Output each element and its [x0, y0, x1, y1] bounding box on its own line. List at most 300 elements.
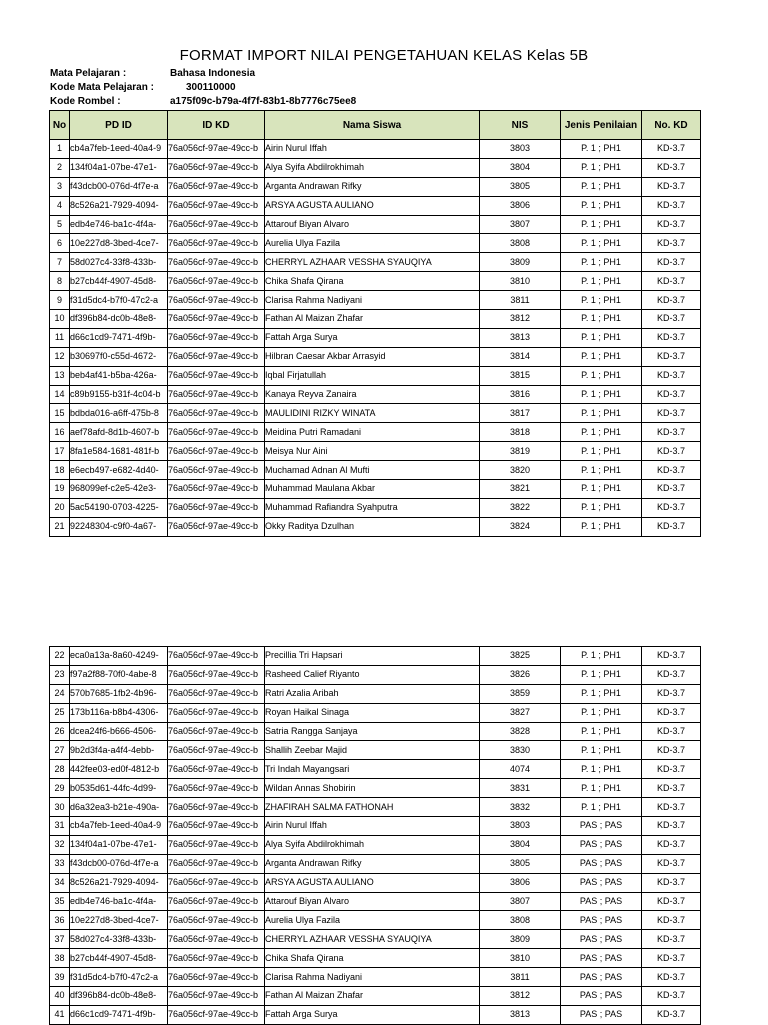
table-row	[50, 987, 701, 1006]
cell-no-kd: KD-3.7	[642, 480, 701, 499]
cell-pd-id: d66c1cd9-7471-4f9b-	[70, 328, 168, 347]
cell-nama-siswa: Rasheed Calief Riyanto	[265, 665, 480, 684]
cell-nis: 3825	[480, 647, 561, 666]
col-header-no-kd: No. KD	[642, 111, 701, 140]
cell-no-kd: KD-3.7	[642, 798, 701, 817]
cell-nis: 3824	[480, 517, 561, 536]
cell-no: 4	[50, 196, 70, 215]
cell-nis: 3809	[480, 930, 561, 949]
cell-no: 3	[50, 177, 70, 196]
cell-nama-siswa: Fathan Al Maizan Zhafar	[265, 987, 480, 1006]
cell-pd-id: 9b2d3f4a-a4f4-4ebb-	[70, 741, 168, 760]
table-row	[50, 722, 701, 741]
cell-pd-id: b27cb44f-4907-45d8-	[70, 272, 168, 291]
cell-no-kd: KD-3.7	[642, 517, 701, 536]
cell-id-kd: 76a056cf-97ae-49cc-b	[168, 310, 265, 329]
cell-pd-id: 968099ef-c2e5-42e3-	[70, 480, 168, 499]
cell-no: 29	[50, 779, 70, 798]
cell-nis: 3818	[480, 423, 561, 442]
cell-jenis-penilaian: P. 1 ; PH1	[561, 741, 642, 760]
meta-label: Mata Pelajaran :	[50, 68, 127, 79]
table-row	[50, 741, 701, 760]
cell-jenis-penilaian: P. 1 ; PH1	[561, 385, 642, 404]
cell-jenis-penilaian: P. 1 ; PH1	[561, 703, 642, 722]
cell-no-kd: KD-3.7	[642, 817, 701, 836]
cell-jenis-penilaian: P. 1 ; PH1	[561, 140, 642, 159]
table-row	[50, 196, 701, 215]
cell-id-kd: 76a056cf-97ae-49cc-b	[168, 347, 265, 366]
table-row	[50, 684, 701, 703]
cell-nama-siswa: Okky Raditya Dzulhan	[265, 517, 480, 536]
cell-jenis-penilaian: P. 1 ; PH1	[561, 234, 642, 253]
cell-no: 19	[50, 480, 70, 499]
cell-nama-siswa: Ratri Azalia Aribah	[265, 684, 480, 703]
cell-no: 13	[50, 366, 70, 385]
cell-no: 35	[50, 892, 70, 911]
cell-jenis-penilaian: P. 1 ; PH1	[561, 177, 642, 196]
cell-jenis-penilaian: P. 1 ; PH1	[561, 461, 642, 480]
cell-jenis-penilaian: P. 1 ; PH1	[561, 517, 642, 536]
cell-no-kd: KD-3.7	[642, 253, 701, 272]
cell-jenis-penilaian: P. 1 ; PH1	[561, 423, 642, 442]
cell-no: 6	[50, 234, 70, 253]
cell-no-kd: KD-3.7	[642, 423, 701, 442]
cell-nis: 3810	[480, 272, 561, 291]
cell-pd-id: b27cb44f-4907-45d8-	[70, 949, 168, 968]
cell-no: 26	[50, 722, 70, 741]
cell-pd-id: b0535d61-44fc-4d99-	[70, 779, 168, 798]
cell-jenis-penilaian: P. 1 ; PH1	[561, 328, 642, 347]
table-row	[50, 1005, 701, 1024]
cell-nis: 3822	[480, 498, 561, 517]
cell-jenis-penilaian: P. 1 ; PH1	[561, 480, 642, 499]
table-row	[50, 968, 701, 987]
cell-jenis-penilaian: PAS ; PAS	[561, 817, 642, 836]
cell-no: 38	[50, 949, 70, 968]
cell-pd-id: edb4e746-ba1c-4f4a-	[70, 215, 168, 234]
cell-no: 30	[50, 798, 70, 817]
table-row	[50, 647, 701, 666]
cell-no: 39	[50, 968, 70, 987]
cell-no-kd: KD-3.7	[642, 140, 701, 159]
cell-nis: 3821	[480, 480, 561, 499]
cell-no-kd: KD-3.7	[642, 461, 701, 480]
cell-no-kd: KD-3.7	[642, 272, 701, 291]
cell-pd-id: df396b84-dc0b-48e8-	[70, 987, 168, 1006]
cell-nis: 3805	[480, 177, 561, 196]
cell-no: 7	[50, 253, 70, 272]
cell-jenis-penilaian: P. 1 ; PH1	[561, 798, 642, 817]
cell-pd-id: cb4a7feb-1eed-40a4-9	[70, 140, 168, 159]
table-row	[50, 498, 701, 517]
cell-nama-siswa: Satria Rangga Sanjaya	[265, 722, 480, 741]
cell-nis: 3808	[480, 234, 561, 253]
cell-no: 24	[50, 684, 70, 703]
cell-nis: 3819	[480, 442, 561, 461]
cell-pd-id: 5ac54190-0703-4225-	[70, 498, 168, 517]
table-row	[50, 272, 701, 291]
col-header-jenis-penilaian: Jenis Penilaian	[561, 111, 642, 140]
cell-no: 22	[50, 647, 70, 666]
cell-nis: 3820	[480, 461, 561, 480]
cell-no-kd: KD-3.7	[642, 968, 701, 987]
table-row	[50, 442, 701, 461]
cell-jenis-penilaian: P. 1 ; PH1	[561, 760, 642, 779]
cell-no-kd: KD-3.7	[642, 328, 701, 347]
cell-jenis-penilaian: P. 1 ; PH1	[561, 647, 642, 666]
cell-no-kd: KD-3.7	[642, 234, 701, 253]
cell-nis: 3806	[480, 196, 561, 215]
cell-no: 11	[50, 328, 70, 347]
cell-nama-siswa: Arganta Andrawan Rifky	[265, 854, 480, 873]
cell-jenis-penilaian: P. 1 ; PH1	[561, 404, 642, 423]
cell-no: 20	[50, 498, 70, 517]
cell-no-kd: KD-3.7	[642, 892, 701, 911]
table-row	[50, 930, 701, 949]
cell-no-kd: KD-3.7	[642, 310, 701, 329]
cell-jenis-penilaian: PAS ; PAS	[561, 911, 642, 930]
cell-pd-id: edb4e746-ba1c-4f4a-	[70, 892, 168, 911]
table-row	[50, 517, 701, 536]
cell-id-kd: 76a056cf-97ae-49cc-b	[168, 911, 265, 930]
table-row	[50, 760, 701, 779]
cell-nama-siswa: Chika Shafa Qirana	[265, 272, 480, 291]
cell-nama-siswa: CHERRYL AZHAAR VESSHA SYAUQIYA	[265, 930, 480, 949]
page-title: FORMAT IMPORT NILAI PENGETAHUAN KELAS Kelas 5B	[179, 47, 589, 64]
cell-nama-siswa: Royan Haikal Sinaga	[265, 703, 480, 722]
cell-no: 32	[50, 835, 70, 854]
cell-id-kd: 76a056cf-97ae-49cc-b	[168, 968, 265, 987]
cell-no-kd: KD-3.7	[642, 911, 701, 930]
cell-no-kd: KD-3.7	[642, 760, 701, 779]
cell-nama-siswa: CHERRYL AZHAAR VESSHA SYAUQIYA	[265, 253, 480, 272]
cell-nis: 3811	[480, 291, 561, 310]
meta-value: 300110000	[186, 82, 236, 93]
cell-id-kd: 76a056cf-97ae-49cc-b	[168, 892, 265, 911]
cell-nama-siswa: ZHAFIRAH SALMA FATHONAH	[265, 798, 480, 817]
cell-pd-id: b30697f0-c55d-4672-	[70, 347, 168, 366]
cell-id-kd: 76a056cf-97ae-49cc-b	[168, 442, 265, 461]
cell-pd-id: cb4a7feb-1eed-40a4-9	[70, 817, 168, 836]
cell-nama-siswa: Fattah Arga Surya	[265, 328, 480, 347]
cell-jenis-penilaian: PAS ; PAS	[561, 854, 642, 873]
cell-pd-id: 570b7685-1fb2-4b96-	[70, 684, 168, 703]
cell-nis: 3804	[480, 835, 561, 854]
cell-jenis-penilaian: P. 1 ; PH1	[561, 215, 642, 234]
cell-no-kd: KD-3.7	[642, 665, 701, 684]
cell-id-kd: 76a056cf-97ae-49cc-b	[168, 817, 265, 836]
cell-nama-siswa: Chika Shafa Qirana	[265, 949, 480, 968]
cell-pd-id: beb4af41-b5ba-426a-	[70, 366, 168, 385]
cell-no: 40	[50, 987, 70, 1006]
cell-pd-id: 8c526a21-7929-4094-	[70, 196, 168, 215]
cell-no: 27	[50, 741, 70, 760]
cell-nis: 3814	[480, 347, 561, 366]
table-row	[50, 140, 701, 159]
table-row	[50, 215, 701, 234]
cell-nis: 3803	[480, 140, 561, 159]
table-row	[50, 366, 701, 385]
cell-id-kd: 76a056cf-97ae-49cc-b	[168, 930, 265, 949]
table-row	[50, 158, 701, 177]
cell-pd-id: aef78afd-8d1b-4607-b	[70, 423, 168, 442]
cell-nis: 3828	[480, 722, 561, 741]
cell-pd-id: 134f04a1-07be-47e1-	[70, 158, 168, 177]
table-row	[50, 854, 701, 873]
cell-pd-id: 58d027c4-33f8-433b-	[70, 930, 168, 949]
table-row	[50, 798, 701, 817]
cell-id-kd: 76a056cf-97ae-49cc-b	[168, 703, 265, 722]
cell-nis: 3832	[480, 798, 561, 817]
cell-pd-id: df396b84-dc0b-48e8-	[70, 310, 168, 329]
cell-nama-siswa: Tri Indah Mayangsari	[265, 760, 480, 779]
cell-nama-siswa: Fathan Al Maizan Zhafar	[265, 310, 480, 329]
cell-nis: 3807	[480, 215, 561, 234]
cell-nama-siswa: Meisya Nur Aini	[265, 442, 480, 461]
cell-pd-id: f31d5dc4-b7f0-47c2-a	[70, 968, 168, 987]
cell-pd-id: dcea24f6-b666-4506-	[70, 722, 168, 741]
cell-no-kd: KD-3.7	[642, 404, 701, 423]
cell-nis: 3830	[480, 741, 561, 760]
cell-id-kd: 76a056cf-97ae-49cc-b	[168, 665, 265, 684]
cell-id-kd: 76a056cf-97ae-49cc-b	[168, 423, 265, 442]
cell-nis: 3813	[480, 328, 561, 347]
table-row	[50, 177, 701, 196]
table-row	[50, 892, 701, 911]
cell-id-kd: 76a056cf-97ae-49cc-b	[168, 328, 265, 347]
cell-no: 12	[50, 347, 70, 366]
cell-id-kd: 76a056cf-97ae-49cc-b	[168, 517, 265, 536]
table-row	[50, 385, 701, 404]
cell-pd-id: d66c1cd9-7471-4f9b-	[70, 1005, 168, 1024]
cell-no: 31	[50, 817, 70, 836]
cell-no: 36	[50, 911, 70, 930]
table-row	[50, 423, 701, 442]
cell-nis: 3810	[480, 949, 561, 968]
cell-pd-id: c89b9155-b31f-4c04-b	[70, 385, 168, 404]
table-row	[50, 461, 701, 480]
col-header-no: No	[50, 111, 70, 140]
cell-pd-id: 8fa1e584-1681-481f-b	[70, 442, 168, 461]
cell-nis: 3805	[480, 854, 561, 873]
cell-nama-siswa: Meidina Putri Ramadani	[265, 423, 480, 442]
cell-id-kd: 76a056cf-97ae-49cc-b	[168, 385, 265, 404]
cell-pd-id: 10e227d8-3bed-4ce7-	[70, 234, 168, 253]
cell-no: 41	[50, 1005, 70, 1024]
cell-nis: 3817	[480, 404, 561, 423]
grade-table-top	[49, 110, 701, 537]
cell-no-kd: KD-3.7	[642, 385, 701, 404]
cell-id-kd: 76a056cf-97ae-49cc-b	[168, 854, 265, 873]
table-row	[50, 911, 701, 930]
cell-nama-siswa: ARSYA AGUSTA AULIANO	[265, 196, 480, 215]
cell-nama-siswa: Attarouf Biyan Alvaro	[265, 215, 480, 234]
cell-no-kd: KD-3.7	[642, 930, 701, 949]
cell-nama-siswa: Iqbal Firjatullah	[265, 366, 480, 385]
table-row	[50, 949, 701, 968]
cell-jenis-penilaian: P. 1 ; PH1	[561, 779, 642, 798]
col-header-pd-id: PD ID	[70, 111, 168, 140]
cell-pd-id: e6ecb497-e682-4d40-	[70, 461, 168, 480]
cell-no: 37	[50, 930, 70, 949]
table-row	[50, 779, 701, 798]
table-row	[50, 310, 701, 329]
cell-no: 28	[50, 760, 70, 779]
cell-nis: 3813	[480, 1005, 561, 1024]
cell-no-kd: KD-3.7	[642, 854, 701, 873]
cell-no: 2	[50, 158, 70, 177]
cell-id-kd: 76a056cf-97ae-49cc-b	[168, 684, 265, 703]
cell-jenis-penilaian: PAS ; PAS	[561, 949, 642, 968]
cell-nis: 3809	[480, 253, 561, 272]
cell-no-kd: KD-3.7	[642, 1005, 701, 1024]
cell-jenis-penilaian: P. 1 ; PH1	[561, 158, 642, 177]
cell-jenis-penilaian: P. 1 ; PH1	[561, 291, 642, 310]
cell-jenis-penilaian: PAS ; PAS	[561, 835, 642, 854]
col-header-nama-siswa: Nama Siswa	[265, 111, 480, 140]
cell-id-kd: 76a056cf-97ae-49cc-b	[168, 741, 265, 760]
cell-jenis-penilaian: P. 1 ; PH1	[561, 196, 642, 215]
cell-jenis-penilaian: P. 1 ; PH1	[561, 366, 642, 385]
cell-nis: 3812	[480, 987, 561, 1006]
cell-jenis-penilaian: PAS ; PAS	[561, 1005, 642, 1024]
cell-no-kd: KD-3.7	[642, 873, 701, 892]
cell-nama-siswa: Arganta Andrawan Rifky	[265, 177, 480, 196]
cell-nis: 3811	[480, 968, 561, 987]
table-row	[50, 480, 701, 499]
cell-nis: 3808	[480, 911, 561, 930]
cell-no-kd: KD-3.7	[642, 741, 701, 760]
cell-no: 1	[50, 140, 70, 159]
cell-jenis-penilaian: P. 1 ; PH1	[561, 272, 642, 291]
cell-no-kd: KD-3.7	[642, 177, 701, 196]
cell-pd-id: f43dcb00-076d-4f7e-a	[70, 177, 168, 196]
cell-nama-siswa: Shallih Zeebar Majid	[265, 741, 480, 760]
cell-no: 14	[50, 385, 70, 404]
cell-jenis-penilaian: PAS ; PAS	[561, 892, 642, 911]
cell-id-kd: 76a056cf-97ae-49cc-b	[168, 158, 265, 177]
cell-id-kd: 76a056cf-97ae-49cc-b	[168, 215, 265, 234]
cell-no-kd: KD-3.7	[642, 722, 701, 741]
cell-id-kd: 76a056cf-97ae-49cc-b	[168, 404, 265, 423]
cell-id-kd: 76a056cf-97ae-49cc-b	[168, 366, 265, 385]
cell-pd-id: 8c526a21-7929-4094-	[70, 873, 168, 892]
cell-nis: 3803	[480, 817, 561, 836]
meta-label: Kode Mata Pelajaran :	[50, 82, 154, 93]
cell-jenis-penilaian: P. 1 ; PH1	[561, 442, 642, 461]
cell-id-kd: 76a056cf-97ae-49cc-b	[168, 480, 265, 499]
cell-nama-siswa: Hilbran Caesar Akbar Arrasyid	[265, 347, 480, 366]
cell-nama-siswa: Aurelia Ulya Fazila	[265, 234, 480, 253]
cell-nama-siswa: Clarisa Rahma Nadiyani	[265, 968, 480, 987]
table-row	[50, 404, 701, 423]
cell-jenis-penilaian: P. 1 ; PH1	[561, 665, 642, 684]
cell-id-kd: 76a056cf-97ae-49cc-b	[168, 498, 265, 517]
cell-id-kd: 76a056cf-97ae-49cc-b	[168, 798, 265, 817]
cell-nis: 4074	[480, 760, 561, 779]
table-row	[50, 347, 701, 366]
cell-nama-siswa: Airin Nurul Iffah	[265, 817, 480, 836]
cell-no-kd: KD-3.7	[642, 215, 701, 234]
cell-pd-id: 10e227d8-3bed-4ce7-	[70, 911, 168, 930]
cell-no-kd: KD-3.7	[642, 291, 701, 310]
cell-id-kd: 76a056cf-97ae-49cc-b	[168, 873, 265, 892]
table-header-row	[50, 111, 701, 140]
cell-no-kd: KD-3.7	[642, 779, 701, 798]
cell-jenis-penilaian: P. 1 ; PH1	[561, 498, 642, 517]
cell-pd-id: 442fee03-ed0f-4812-b	[70, 760, 168, 779]
cell-jenis-penilaian: PAS ; PAS	[561, 987, 642, 1006]
cell-id-kd: 76a056cf-97ae-49cc-b	[168, 647, 265, 666]
cell-id-kd: 76a056cf-97ae-49cc-b	[168, 949, 265, 968]
cell-no-kd: KD-3.7	[642, 987, 701, 1006]
cell-nis: 3827	[480, 703, 561, 722]
cell-no-kd: KD-3.7	[642, 442, 701, 461]
cell-nama-siswa: Aurelia Ulya Fazila	[265, 911, 480, 930]
cell-jenis-penilaian: P. 1 ; PH1	[561, 684, 642, 703]
cell-no: 21	[50, 517, 70, 536]
cell-nama-siswa: Wildan Annas Shobirin	[265, 779, 480, 798]
cell-jenis-penilaian: P. 1 ; PH1	[561, 347, 642, 366]
cell-nama-siswa: Attarouf Biyan Alvaro	[265, 892, 480, 911]
meta-label: Kode Rombel :	[50, 96, 121, 107]
table-row	[50, 817, 701, 836]
cell-id-kd: 76a056cf-97ae-49cc-b	[168, 253, 265, 272]
cell-nama-siswa: Fattah Arga Surya	[265, 1005, 480, 1024]
cell-no-kd: KD-3.7	[642, 949, 701, 968]
cell-no-kd: KD-3.7	[642, 703, 701, 722]
cell-nis: 3815	[480, 366, 561, 385]
cell-id-kd: 76a056cf-97ae-49cc-b	[168, 461, 265, 480]
cell-id-kd: 76a056cf-97ae-49cc-b	[168, 140, 265, 159]
meta-value: a175f09c-b79a-4f7f-83b1-8b7776c75ee8	[170, 96, 357, 107]
table-row	[50, 291, 701, 310]
cell-pd-id: f43dcb00-076d-4f7e-a	[70, 854, 168, 873]
cell-no: 5	[50, 215, 70, 234]
cell-no-kd: KD-3.7	[642, 196, 701, 215]
cell-id-kd: 76a056cf-97ae-49cc-b	[168, 835, 265, 854]
cell-nis: 3859	[480, 684, 561, 703]
cell-pd-id: 58d027c4-33f8-433b-	[70, 253, 168, 272]
cell-pd-id: eca0a13a-8a60-4249-	[70, 647, 168, 666]
cell-pd-id: 134f04a1-07be-47e1-	[70, 835, 168, 854]
cell-no-kd: KD-3.7	[642, 835, 701, 854]
cell-no: 17	[50, 442, 70, 461]
table-row	[50, 873, 701, 892]
cell-pd-id: f31d5dc4-b7f0-47c2-a	[70, 291, 168, 310]
cell-jenis-penilaian: PAS ; PAS	[561, 930, 642, 949]
cell-no: 23	[50, 665, 70, 684]
table-row	[50, 234, 701, 253]
cell-jenis-penilaian: P. 1 ; PH1	[561, 310, 642, 329]
cell-nis: 3816	[480, 385, 561, 404]
cell-no: 18	[50, 461, 70, 480]
cell-no-kd: KD-3.7	[642, 158, 701, 177]
cell-no-kd: KD-3.7	[642, 647, 701, 666]
cell-no: 34	[50, 873, 70, 892]
cell-pd-id: f97a2f88-70f0-4abe-8	[70, 665, 168, 684]
table-row	[50, 703, 701, 722]
cell-no-kd: KD-3.7	[642, 347, 701, 366]
cell-id-kd: 76a056cf-97ae-49cc-b	[168, 779, 265, 798]
cell-nama-siswa: Kanaya Reyva Zanaira	[265, 385, 480, 404]
cell-no: 33	[50, 854, 70, 873]
cell-nis: 3826	[480, 665, 561, 684]
cell-nama-siswa: MAULIDINI RIZKY WINATA	[265, 404, 480, 423]
cell-nis: 3831	[480, 779, 561, 798]
cell-nama-siswa: Alya Syifa Abdilrokhimah	[265, 158, 480, 177]
cell-pd-id: 173b116a-b8b4-4306-	[70, 703, 168, 722]
